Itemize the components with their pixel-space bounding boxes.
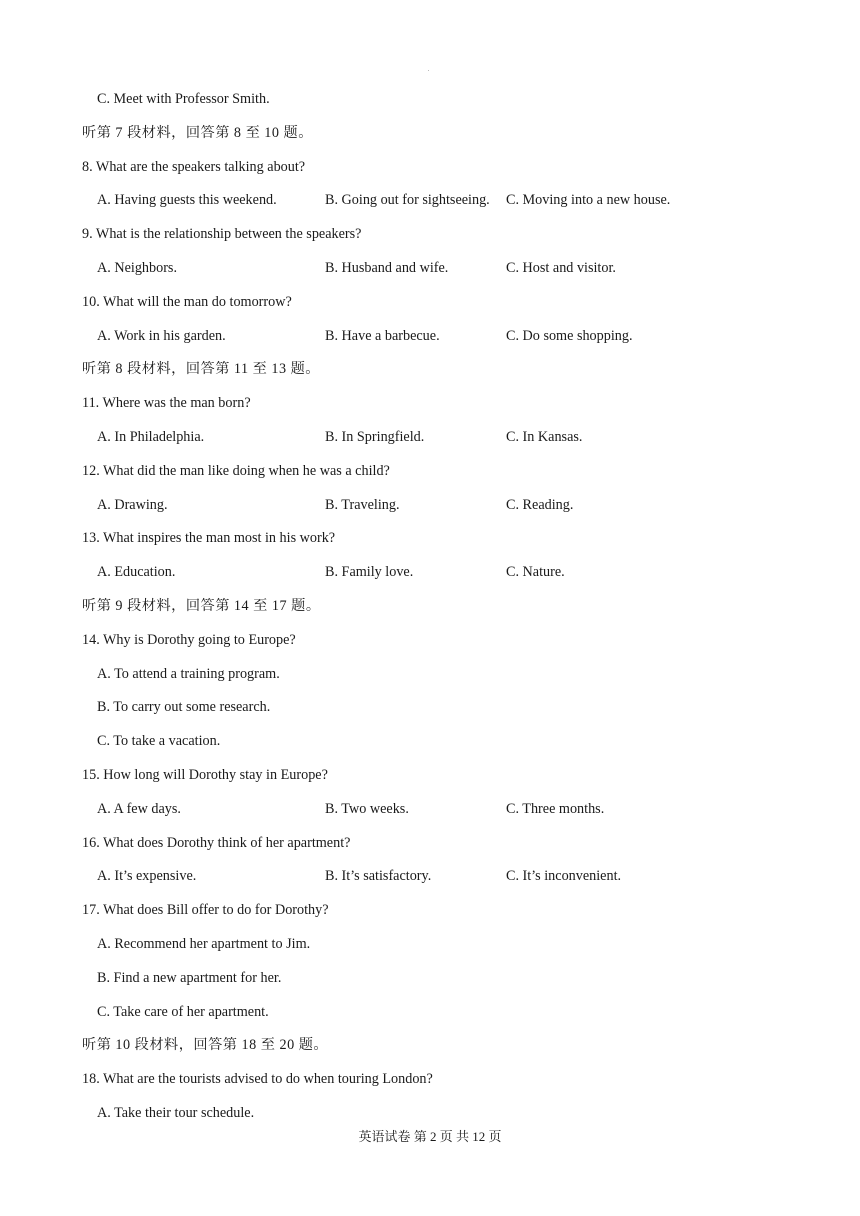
question-text: 17. What does Bill offer to do for Dorothy?: [82, 902, 329, 919]
answer-option: C. To take a vacation.: [97, 733, 221, 750]
answer-option-b: B. Family love.: [325, 564, 414, 581]
answer-option-a: A. In Philadelphia.: [97, 429, 205, 445]
question-text: 8. What are the speakers talking about?: [82, 158, 306, 175]
section-heading: 听第 9 段材料，回答第 14 至 17 题。: [82, 598, 321, 614]
answer-options-row: [97, 496, 574, 514]
answer-option-a: A. A few days.: [97, 800, 181, 817]
section-heading: 听第 7 段材料，回答第 8 至 10 题。: [82, 124, 313, 141]
answer-options-row: [97, 327, 633, 345]
scan-dot: [428, 70, 429, 71]
answer-option: C. Take care of her apartment.: [97, 1003, 269, 1020]
answer-option-b: B. Husband and wife.: [325, 260, 449, 276]
question-text: 12. What did the man like doing when he was a child?: [82, 462, 390, 479]
answer-option-c: C. Reading.: [506, 496, 574, 513]
answer-option-a: A. Neighbors.: [97, 260, 177, 276]
answer-option-b: B. Going out for sightseeing.: [325, 192, 490, 209]
question-text: 11. Where was the man born?: [82, 395, 251, 412]
answer-option-c: C. Nature.: [506, 564, 565, 581]
answer-option-c: C. Do some shopping.: [506, 327, 633, 344]
answer-option: B. Find a new apartment for her.: [97, 969, 282, 986]
answer-option: C. Meet with Professor Smith.: [97, 91, 270, 107]
answer-options-row: [97, 867, 622, 885]
question-text: 15. How long will Dorothy stay in Europe?: [82, 767, 328, 783]
question-text: 10. What will the man do tomorrow?: [82, 293, 292, 310]
answer-option: A. Take their tour schedule.: [97, 1105, 255, 1121]
answer-option-c: C. Host and visitor.: [506, 260, 616, 276]
question-text: 9. What is the relationship between the speakers?: [82, 226, 362, 243]
answer-option-a: A. Drawing.: [97, 496, 168, 513]
answer-options-row: [97, 428, 583, 446]
question-text: 13. What inspires the man most in his work?: [82, 530, 336, 547]
section-heading: 听第 10 段材料，回答第 18 至 20 题。: [82, 1037, 329, 1054]
page-footer: 英语试卷 第 2 页 共 12 页: [358, 1129, 502, 1144]
answer-option-c: C. It’s inconvenient.: [506, 868, 622, 885]
answer-option-b: B. It’s satisfactory.: [325, 868, 432, 885]
answer-option-b: B. Two weeks.: [325, 800, 409, 817]
answer-option: A. To attend a training program.: [97, 665, 280, 682]
answer-option-c: C. Three months.: [506, 800, 605, 817]
answer-option-a: A. Work in his garden.: [97, 327, 226, 344]
answer-option-b: B. Have a barbecue.: [325, 327, 440, 344]
section-heading: 听第 8 段材料，回答第 11 至 13 题。: [82, 361, 320, 378]
answer-options-row: [97, 563, 565, 581]
answer-option-a: A. Having guests this weekend.: [97, 192, 277, 209]
answer-option-c: C. In Kansas.: [506, 429, 583, 445]
answer-options-row: [97, 800, 605, 818]
question-text: 14. Why is Dorothy going to Europe?: [82, 631, 296, 648]
question-text: 18. What are the tourists advised to do when touring London?: [82, 1071, 433, 1088]
answer-options-row: [97, 259, 616, 277]
question-text: 16. What does Dorothy think of her apartment?: [82, 834, 351, 851]
answer-option: A. Recommend her apartment to Jim.: [97, 936, 311, 952]
answer-options-row: [97, 191, 671, 209]
answer-option: B. To carry out some research.: [97, 699, 271, 716]
answer-option-b: B. In Springfield.: [325, 429, 425, 445]
answer-option-a: A. It’s expensive.: [97, 868, 197, 885]
answer-option-b: B. Traveling.: [325, 496, 400, 513]
answer-option-a: A. Education.: [97, 564, 176, 581]
answer-option-c: C. Moving into a new house.: [506, 192, 671, 209]
